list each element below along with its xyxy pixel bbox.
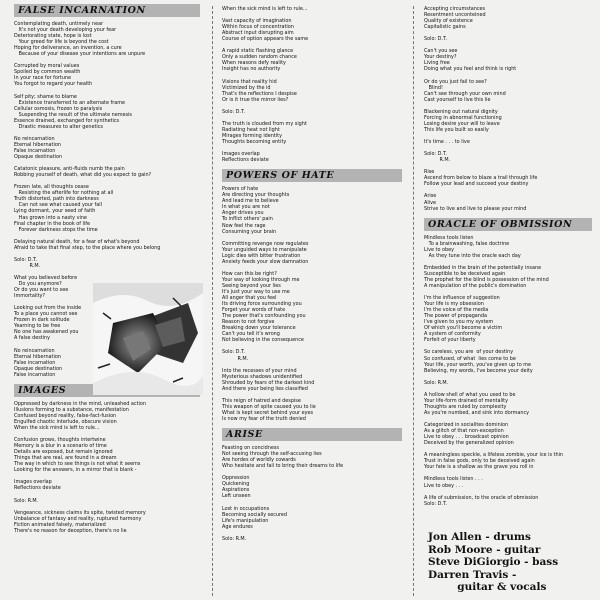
lyrics-images-continued: When the sick mind is left to rule... Vast capacity of imagination Within focus of concentration Abstract input disrupting aim Course of option appears the same A rapid static flashing glance Only a sudden random chance When reasons defy reality Insight has no authority Visions that reality hid Victimized by the id That's the reflections I despise Or is it true the mirror lies? Solo: D.T. The truth is clouded from my sight Radiating heat not light Mirages forming identity Thoughts becoming entity Images overlap Reflections deviate	[222, 6, 309, 164]
column-separator	[212, 6, 213, 596]
band-credits: Jon Allen - drums Rob Moore - guitar Steve DiGiorgio - bass Darren Travis - guitar & vocals	[428, 531, 559, 593]
song-title-images: IMAGES	[14, 384, 200, 397]
lyrics-column-3	[424, 0, 592, 600]
lyrics-false-incarnation: Contemplating death, untimely near It's not your death developing your fear Deteriorating state, hope is lost Your greed for life is beyond the cost Hoping for deliverance, an invention, a cure Because of your disease your intentions are unpure Corrupted by moral values Spoiled by common wealth In your race for fortune You forgot to regard your health Self pity; shame to blame Existence transferred to an alternate frame Cellular osmosis, frozen to paralysis Suspending the result of the ultimate nemesis Essence drained, exchanged for synthetics Drastic measures to alter genetics No reincarnation Eternal hibernation False incarnation Opaque destination Catatonic pleasure, anti-fluids numb the pain Robbing yourself of death, what did you expect to gain? Frozen late, all thoughts cease Resisting the afterlife for nothing at all Truth distorted, path into darkness Can not see what caused your fall Lying dormant, your seed of faith Has grown into a nasty vine Final chapter in the book of life Forever darkness stops the time Delaying natural death, for a fear of what's beyond Afraid to take that final step, to the place where you belong Solo: D.T. R.M. What you believed before Do you anymore? Or do you want to see Immortality? Looking out from the inside To a place you cannot see Frozen in dark solitude Yearning to be free No one has awakened you A false destiny No reincarnation Eternal hibernation False incarnation Opaque destination False incarnation	[14, 21, 161, 378]
lyrics-arise-continued: Accepting circumstances Resentment unconteined Quality of existence Capitalistic gains Solo: D.T. Can't you see Your destiny? Living free Doing what you feel and think is right Or do you just fail to see? Blind! Can't see through your own mind Cast yourself to live this lie Blackening out natural dignity Forcing in abnormal functioning Losing desire your will to leave This life you built so easily It's time . . . to live Solo: D.T. R.M. Rise Ascend from below to blaze a trail through life Follow your lead and succeed your destiny Arise Alive Strive to live and live to please your mind	[424, 6, 538, 212]
song-title-false-incarnation: FALSE INCARNATION	[14, 4, 200, 17]
column-separator	[413, 6, 414, 596]
song-title-arise: ARISE	[222, 428, 402, 441]
song-title-oracle-of-obmission: ORACLE OF OBMISSION	[424, 218, 592, 231]
lyrics-images: Oppressed by darkness in the mind, unleashed action Illusions forming to a substance, manifestation Confused beyond reality, false-fact-fusion Engulfed chaotic interlude, obscure vision When the sick mind is left to rule... Confusion grows, thoughts intertwine Memory is a blur in a scenario of time Details are exposed, but remain ignored Things that are real, are found in a dream The way in which to see things is not what it seems Looking for the answers, in a mirror that is blank - Images overlap Reflections deviate Solo: R.M. Vengeance, sickness claims its spite, twisted memory Unbalance of fantasy and reality, ruptured harmony Fiction animated falsely, materialized There's no reason for deception, there's no lie	[14, 400, 146, 534]
band-photo	[93, 283, 203, 395]
lyrics-arise: Feasting on concidness Not seeing through the self-accusing lies Are hordes of worldly cowards Who hesitate and fail to bring their dreams to life Oppression Quickening Aspirations Left unseen Lost in occupations Becoming socially secured Life's manipulation Age endures Solo: R.M.	[222, 445, 344, 542]
lyrics-powers-of-hate: Powers of hate Are directing your thoughts And lead me to believe In what you are not Anger drives you To inflict others' pain Now feel the rage Consuming your brain Committing revenge now regulates Your unguided ways to manipulate Logic dies with bitter frustration Anxiety feeds your slow damnation How can this be right? Your way of looking through me Seeing beyond your lies It's just your way to use me All anger that you feel Its driving force surrounding you Forget your words of hate The power that's confounding you Reason to not forgive Breaking down your tolerance Can't you tell it's wrong Not believing in the consequence Solo: D.T. R.M. Into the recesses of your mind Mysterious shadows unidentified Shrouded by fears of the darkest kind And there your being lies classified This reign of hatred and despise This weapon of spite caused you to lie What is kept secret behind your eyes Is now my fear of the truth denied	[222, 186, 316, 422]
lyrics-oracle-of-obmission: Mindless tools listen To a brainwashing, false doctrine Live to obey As they tune into the oracle each day Embedded in the brain of the potentially insane Susceptible to be deceived again The prophet for the blind is possession of the mind A manipulation of the public's domination I'm the influence of suggestion Your life is my obsession I'm the voice of the media The power of propaganda I've given to you my system Of which you'll become a victim A system of conformity Forfeit of your liberty So careless, you are of your destiny So confused, of what lies come to be Your life, your worth, you've given up to me Believing, my words, I've become your deity Solo: R.M. A hollow shell of what you used to be Your life-form drained of mentality Thoughts are ruled by complexity As you're numbed, and sink into dormancy Categorized in socialites dominion As a glitch of that non-exception Live to obey . . . broadcast opinion Deceived by the generalized opinion A meaningless speckle, a lifeless zombie, your ice is thin Trust in false gods, only to be deceived again Your fate is a shallow as the grave you roll in Mindless tools listen . . . Live to obey . . . A life of submission, to the oracle of obmission Solo: D.T.	[424, 234, 564, 507]
lyrics-column-2	[222, 0, 402, 600]
song-title-powers-of-hate: POWERS OF HATE	[222, 169, 402, 182]
